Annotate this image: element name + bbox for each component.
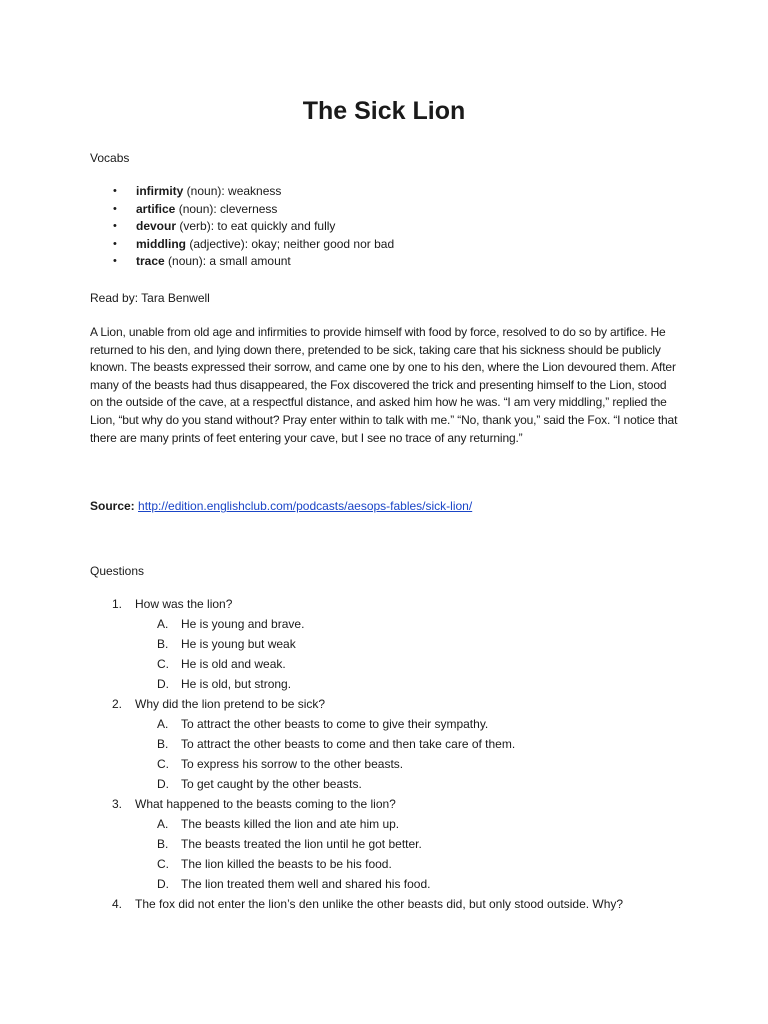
bullet-icon: • bbox=[113, 220, 117, 232]
answer-option bbox=[90, 854, 690, 874]
vocab-item bbox=[90, 218, 394, 236]
vocab-term: devour bbox=[136, 219, 177, 233]
answer-option bbox=[90, 634, 690, 654]
question-text: What happened to the beasts coming to the lion? bbox=[135, 797, 396, 811]
option-letter: B. bbox=[157, 737, 169, 751]
vocab-term: infirmity bbox=[136, 184, 184, 198]
answer-option bbox=[90, 714, 690, 734]
answer-option bbox=[90, 674, 690, 694]
option-text: To attract the other beasts to come and then take care of them. bbox=[181, 737, 516, 751]
answer-option bbox=[90, 774, 690, 794]
option-text: The lion killed the beasts to be his food. bbox=[181, 857, 392, 871]
vocab-definition: : okay; neither good nor bad bbox=[244, 236, 395, 251]
question-line bbox=[90, 894, 690, 914]
question-item bbox=[90, 594, 690, 694]
option-letter: A. bbox=[157, 717, 169, 731]
source-line bbox=[90, 497, 472, 515]
option-text: The beasts treated the lion until he got better. bbox=[181, 837, 422, 851]
source-label: Source: bbox=[90, 499, 139, 513]
question-text: How was the lion? bbox=[135, 597, 233, 611]
vocab-item bbox=[90, 201, 394, 219]
answer-option bbox=[90, 814, 690, 834]
question-number: 2. bbox=[112, 697, 123, 711]
bullet-icon: • bbox=[113, 237, 117, 250]
question-line bbox=[90, 794, 690, 814]
bullet-icon: • bbox=[113, 202, 117, 215]
option-text: To express his sorrow to the other beasts. bbox=[181, 757, 404, 771]
answer-option bbox=[90, 654, 690, 674]
answer-option bbox=[90, 834, 690, 854]
answer-option bbox=[90, 614, 690, 634]
vocab-term: trace bbox=[136, 254, 165, 268]
question-item bbox=[90, 694, 690, 794]
vocabs-heading: Vocabs bbox=[90, 151, 130, 165]
vocab-definition: : a small amount bbox=[202, 254, 291, 268]
option-letter: B. bbox=[157, 837, 169, 851]
option-letter: C. bbox=[157, 857, 169, 871]
option-text: To attract the other beasts to come to give their sympathy. bbox=[181, 717, 489, 731]
question-item bbox=[90, 794, 690, 894]
options-list bbox=[90, 614, 690, 694]
option-letter: D. bbox=[157, 777, 169, 791]
question-number: 1. bbox=[112, 597, 123, 611]
answer-option bbox=[90, 874, 690, 894]
read-by-line: Read by: Tara Benwell bbox=[90, 291, 210, 305]
questions-heading: Questions bbox=[90, 564, 145, 578]
option-text: He is young but weak bbox=[181, 637, 296, 651]
options-list bbox=[90, 814, 690, 894]
answer-option bbox=[90, 734, 690, 754]
vocab-term: artifice bbox=[136, 201, 176, 216]
vocab-pos: (verb) bbox=[176, 219, 211, 233]
option-text: To get caught by the other beasts. bbox=[181, 777, 362, 791]
question-line bbox=[90, 594, 690, 614]
question-number: 4. bbox=[112, 897, 123, 911]
vocab-pos: (adjective) bbox=[186, 236, 245, 251]
bullet-icon: • bbox=[113, 255, 117, 267]
vocab-pos: (noun) bbox=[175, 201, 214, 216]
option-text: The lion treated them well and shared his food. bbox=[181, 877, 431, 891]
answer-option bbox=[90, 754, 690, 774]
question-item bbox=[90, 894, 690, 914]
question-number: 3. bbox=[112, 797, 123, 811]
page-title: The Sick Lion bbox=[302, 97, 466, 125]
option-letter: B. bbox=[157, 637, 169, 651]
option-text: He is old and weak. bbox=[181, 657, 286, 671]
option-letter: C. bbox=[157, 757, 169, 771]
vocab-item bbox=[90, 253, 394, 271]
vocab-item bbox=[90, 183, 394, 201]
vocab-definition: : weakness bbox=[221, 184, 282, 198]
story-paragraph: A Lion, unable from old age and infirmities to provide himself with food by force, resolved to do so by artifice. He returned to his den, and lying down there, pretended to be sick, taking care that his sickness should be publicly known. The beasts expressed their sorrow, and came one by one to his den, where the Lion devoured them. After many of the beasts had thus disappeared, the Fox discovered the trick and presenting himself to the Lion, stood on the outside of the cave, at a respectful distance, and asked him how he was. “I am very middling,” replied the Lion, “but why do you stand without? Pray enter within to talk with me.” “No, thank you,” said the Fox. “I notice that there are many prints of feet entering your cave, but I see no trace of any returning.” bbox=[90, 325, 678, 445]
option-letter: A. bbox=[157, 817, 169, 831]
vocab-list bbox=[90, 183, 394, 271]
vocab-pos: (noun) bbox=[164, 254, 203, 268]
vocab-term: middling bbox=[136, 236, 186, 251]
source-link[interactable]: http://edition.englishclub.com/podcasts/aesops-fables/sick-lion/ bbox=[138, 499, 473, 513]
vocab-definition: : to eat quickly and fully bbox=[210, 219, 336, 233]
question-text: The fox did not enter the lion’s den unlike the other beasts did, but only stood outside. Why? bbox=[135, 897, 624, 911]
option-text: The beasts killed the lion and ate him up. bbox=[181, 817, 400, 831]
bullet-icon: • bbox=[113, 185, 117, 197]
vocab-item bbox=[90, 236, 394, 254]
option-letter: A. bbox=[157, 617, 169, 631]
option-letter: C. bbox=[157, 657, 169, 671]
option-text: He is old, but strong. bbox=[181, 677, 292, 691]
option-text: He is young and brave. bbox=[181, 617, 305, 631]
options-list bbox=[90, 714, 690, 794]
option-letter: D. bbox=[157, 677, 169, 691]
questions-list bbox=[90, 594, 690, 914]
vocab-definition: : cleverness bbox=[213, 201, 278, 216]
option-letter: D. bbox=[157, 877, 169, 891]
question-line bbox=[90, 694, 690, 714]
vocab-pos: (noun) bbox=[183, 184, 222, 198]
question-text: Why did the lion pretend to be sick? bbox=[135, 697, 326, 711]
